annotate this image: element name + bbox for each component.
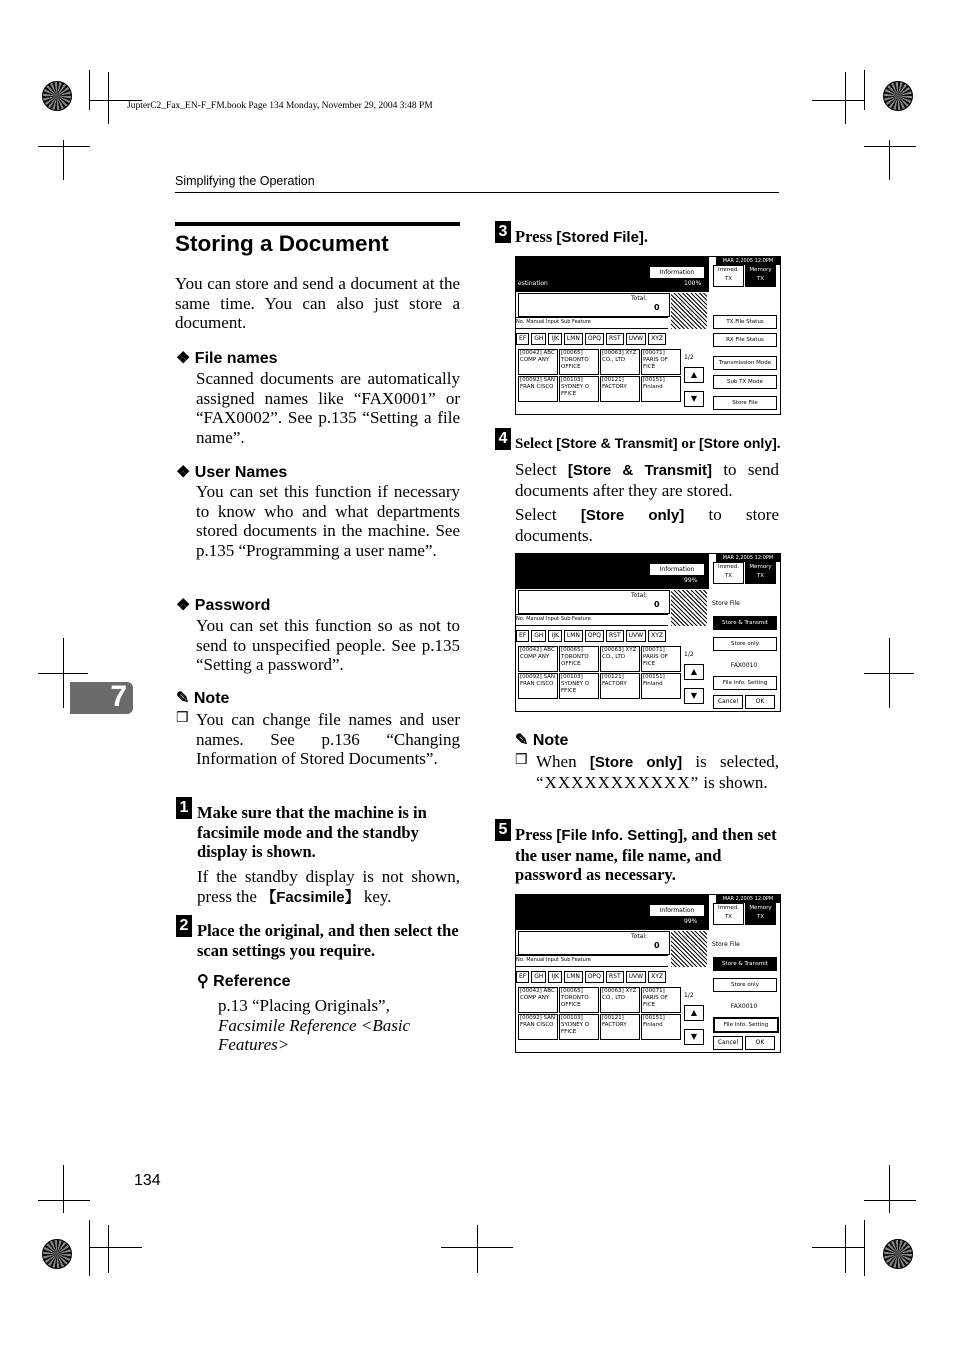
file-info-setting-key: [File Info. Setting]	[556, 827, 684, 844]
chapter-tab	[70, 682, 133, 714]
store-transmit-button[interactable]: Store & Transmit	[713, 616, 777, 630]
crop-mark	[108, 1225, 109, 1273]
destination-cell[interactable]: [00071] PARIS OF FICE	[641, 987, 681, 1013]
step-text: Press	[515, 227, 553, 246]
registration-mark-top-right	[883, 81, 913, 111]
tab-uvw[interactable]: UVW	[626, 333, 646, 345]
total-label: Total:	[631, 295, 648, 302]
crop-mark	[845, 1225, 846, 1273]
destination-cell[interactable]: [00103] SYDNEY O FFICE	[559, 1014, 599, 1040]
tab-rst[interactable]: RST	[606, 971, 624, 983]
step-number: 2	[176, 915, 192, 937]
keypad-area	[671, 293, 707, 329]
destination-grid	[518, 987, 681, 1040]
fax-panel-screenshot-2	[515, 553, 781, 712]
store-file-label: Store File	[712, 941, 740, 948]
manual-input-button[interactable]: Manual Input	[526, 957, 559, 963]
total-label: Total:	[631, 933, 648, 940]
step-text: Select	[515, 460, 557, 479]
destination-box	[518, 293, 670, 317]
pencil-icon: ✎	[515, 732, 529, 749]
destination-cell[interactable]: [00092] SAN FRAN CISCO	[518, 376, 558, 402]
crop-mark	[845, 72, 846, 124]
ok-button[interactable]: OK	[745, 695, 775, 709]
section-heading: Password	[194, 597, 271, 614]
registration-mark-top-left	[42, 81, 72, 111]
tx-file-status-button[interactable]: TX File Status	[713, 315, 777, 329]
crop-mark	[864, 70, 865, 110]
tab-lmn[interactable]: LMN	[564, 630, 583, 642]
destination-cell[interactable]: [00071] PARIS OF FICE	[641, 646, 681, 672]
destination-cell[interactable]: [00121] FACTORY	[600, 1014, 640, 1040]
placeholder-filename: “XXXXXXXXXXX”	[536, 772, 700, 792]
destination-cell[interactable]: [00042] ABC COMP ANY	[518, 349, 558, 375]
destination-cell[interactable]: [00065] TORONTO OFFICE	[559, 646, 599, 672]
store-file-label: Store File	[712, 600, 740, 607]
store-only-button[interactable]: Store only	[713, 978, 777, 992]
step-body-text: key.	[363, 886, 392, 906]
step-title	[515, 434, 785, 455]
step-number: 5	[495, 819, 511, 841]
file-name: FAX0010	[730, 662, 758, 669]
immed-tx-button[interactable]: Immed. TX	[713, 265, 744, 287]
store-only-key: [Store only]	[589, 754, 683, 771]
section-file-names	[176, 348, 278, 368]
chapter-number: 7	[110, 680, 127, 713]
note-text-part: is selected,	[695, 752, 779, 771]
crop-mark	[90, 1247, 142, 1248]
tab-gh[interactable]: GH	[531, 333, 546, 345]
scroll-up-button[interactable]: ▲	[684, 664, 704, 680]
store-only-button[interactable]: Store only	[713, 637, 777, 651]
destination-cell[interactable]: [00151] Finland	[641, 1014, 681, 1040]
section-heading: File names	[194, 350, 278, 367]
step-text: , and then set the user name, file name, and password as necessary.	[515, 825, 777, 885]
crop-mark	[38, 146, 90, 147]
note-text-part: When	[536, 752, 577, 771]
tab-xyz[interactable]: XYZ	[648, 333, 666, 345]
information-button[interactable]: Information	[649, 904, 705, 917]
page-indicator: 1/2	[684, 992, 694, 999]
tab-opq[interactable]: OPQ	[585, 971, 604, 983]
store-transmit-key: [Store & Transmit]	[556, 435, 678, 451]
destination-box	[518, 590, 670, 614]
note-heading	[176, 688, 229, 708]
step-body	[515, 460, 779, 500]
note-text	[536, 752, 779, 792]
step-text: to store documents.	[515, 505, 780, 545]
step-text: Select	[515, 505, 557, 524]
crop-mark	[38, 673, 88, 674]
section-password	[176, 595, 270, 615]
destination-cell[interactable]: [00065] TORONTO OFFICE	[559, 349, 599, 375]
store-transmit-button[interactable]: Store & Transmit	[713, 957, 777, 971]
scroll-down-button[interactable]: ▼	[684, 688, 704, 704]
address-tabs	[516, 630, 666, 642]
running-header: Simplifying the Operation	[175, 174, 315, 188]
total-value: 0	[654, 303, 660, 312]
fax-panel-screenshot-3	[515, 894, 781, 1053]
step-body	[197, 867, 460, 907]
information-button[interactable]: Information	[649, 266, 705, 279]
destination-cell[interactable]: [00121] FACTORY	[600, 673, 640, 699]
scroll-up-button[interactable]: ▲	[684, 1005, 704, 1021]
destination-cell[interactable]: [00071] PARIS OF FICE	[641, 349, 681, 375]
crop-mark	[864, 673, 914, 674]
tab-ijk[interactable]: IJK	[548, 971, 561, 983]
crop-mark	[864, 146, 916, 147]
memory-tx-button[interactable]: Memory TX	[745, 903, 776, 925]
crop-mark	[864, 1200, 916, 1201]
store-only-key: [Store only]	[580, 507, 685, 524]
tab-ef[interactable]: EF	[516, 333, 529, 345]
row-no: No.	[516, 957, 525, 963]
crop-mark	[38, 1200, 90, 1201]
reference-link[interactable]: p.13 “Placing Originals”,	[218, 996, 390, 1015]
panel-clock: MAR 2,2005 12:0PM	[716, 554, 780, 562]
magnifier-icon: ⚲	[197, 973, 209, 990]
punct: .	[643, 227, 649, 246]
step-number: 1	[176, 797, 192, 819]
memory-tx-button[interactable]: Memory TX	[745, 265, 776, 287]
diamond-bullet-icon: ❖	[176, 464, 191, 481]
registration-mark-bottom-left	[42, 1239, 72, 1269]
ok-button[interactable]: OK	[745, 1036, 775, 1050]
cancel-button[interactable]: Cancel	[713, 695, 743, 709]
section-text: Scanned documents are automatically assigned names like “FAX0001” or “FAX0002”. See p.135 “Setting a file name”.	[196, 369, 460, 447]
reference-label: Reference	[213, 973, 291, 990]
tab-ef[interactable]: EF	[516, 971, 529, 983]
file-info-setting-button[interactable]: File Info. Setting	[713, 676, 777, 690]
stored-file-button[interactable]: Store File	[713, 396, 777, 410]
title-rule	[175, 222, 460, 226]
sub-feature-button[interactable]: Sub Feature	[560, 616, 591, 622]
step-title: Place the original, and then select the scan settings you require.	[197, 921, 459, 960]
registration-mark-bottom-right	[883, 1239, 913, 1269]
tab-uvw[interactable]: UVW	[626, 971, 646, 983]
page-number: 134	[134, 1172, 161, 1189]
panel-right-column	[709, 903, 780, 1052]
panel-clock: MAR 2,2005 12:0PM	[716, 895, 780, 903]
input-row	[516, 317, 668, 329]
immed-tx-button[interactable]: Immed. TX	[713, 903, 744, 925]
checkbox-icon: ❒	[176, 711, 189, 726]
keypad-area	[671, 590, 707, 626]
stored-file-key: [Stored File]	[556, 229, 644, 246]
note-label: Note	[532, 732, 569, 749]
section-text: You can set this function so as not to send to unspecified people. See p.135 “Setting a password”.	[196, 616, 460, 675]
crop-mark	[864, 1220, 865, 1276]
panel-clock: MAR 2,2005 12:0PM	[716, 257, 780, 265]
step-text: to send documents after they are stored.	[515, 460, 780, 500]
diamond-bullet-icon: ❖	[176, 597, 191, 614]
note-text: You can change file names and user names. See p.136 “Changing Information of Stored Documents”.	[196, 710, 460, 769]
destination-cell[interactable]: [00151] Finland	[641, 376, 681, 402]
destination-cell[interactable]: [00065] TORONTO OFFICE	[559, 987, 599, 1013]
step-text: Select	[515, 436, 553, 452]
intro-paragraph: You can store and send a document at the same time. You can also just store a document.	[175, 274, 460, 333]
step-number: 4	[495, 428, 511, 450]
step-text: Press	[515, 825, 553, 844]
sub-tx-mode-button[interactable]: Sub TX Mode	[713, 375, 777, 389]
immed-tx-button[interactable]: Immed. TX	[713, 562, 744, 584]
destination-cell[interactable]: [00063] XYZ CO., LTD	[600, 349, 640, 375]
page-title: Storing a Document	[175, 231, 389, 256]
row-no: No.	[516, 616, 525, 622]
reference-book: Facsimile Reference <Basic Features>	[218, 1015, 411, 1055]
input-row	[516, 955, 668, 967]
total-label: Total:	[631, 592, 648, 599]
reference-text	[218, 996, 460, 1055]
tab-opq[interactable]: OPQ	[585, 630, 604, 642]
scroll-down-button[interactable]: ▼	[684, 391, 704, 407]
note-label: Note	[193, 690, 230, 707]
page-indicator: 1/2	[684, 651, 694, 658]
destination-grid	[518, 646, 681, 699]
destination-box	[518, 931, 670, 955]
tab-ef[interactable]: EF	[516, 630, 529, 642]
file-name: FAX0010	[730, 1003, 758, 1010]
destination-cell[interactable]: [00063] XYZ CO., LTD	[600, 987, 640, 1013]
note-heading	[515, 730, 568, 750]
fax-panel-screenshot-1	[515, 256, 781, 415]
checkbox-icon: ❒	[515, 753, 528, 768]
total-value: 0	[654, 600, 660, 609]
step-number: 3	[495, 221, 511, 243]
crop-mark	[108, 72, 109, 124]
address-tabs	[516, 971, 666, 983]
section-user-names	[176, 462, 287, 482]
tab-ijk[interactable]: IJK	[548, 630, 561, 642]
sub-feature-button[interactable]: Sub Feature	[560, 319, 591, 325]
transmission-mode-button[interactable]: Transmission Mode	[713, 356, 777, 370]
memory-percent: 100%	[684, 280, 702, 287]
address-tabs	[516, 333, 666, 345]
scroll-down-button[interactable]: ▼	[684, 1029, 704, 1045]
manual-input-button[interactable]: Manual Input	[526, 616, 559, 622]
tab-opq[interactable]: OPQ	[585, 333, 604, 345]
tab-uvw[interactable]: UVW	[626, 630, 646, 642]
destination-cell[interactable]: [00103] SYDNEY O FFICE	[559, 376, 599, 402]
sub-feature-button[interactable]: Sub Feature	[560, 957, 591, 963]
crop-mark	[477, 1225, 478, 1273]
destination-label: estination	[518, 280, 548, 287]
tab-lmn[interactable]: LMN	[564, 333, 583, 345]
store-only-key: [Store only]	[698, 435, 777, 451]
tab-gh[interactable]: GH	[531, 630, 546, 642]
input-row	[516, 614, 668, 626]
header-rule	[175, 192, 779, 193]
destination-cell[interactable]: [00121] FACTORY	[600, 376, 640, 402]
step-body	[515, 505, 779, 545]
rx-file-status-button[interactable]: RX File Status	[713, 333, 777, 347]
memory-percent: 99%	[684, 577, 698, 584]
destination-grid	[518, 349, 681, 402]
information-button[interactable]: Information	[649, 563, 705, 576]
destination-cell[interactable]: [00092] SAN FRAN CISCO	[518, 673, 558, 699]
reference-heading	[197, 971, 291, 991]
scroll-up-button[interactable]: ▲	[684, 367, 704, 383]
step-title: Make sure that the machine is in facsimile mode and the standby display is shown.	[197, 803, 427, 862]
crop-mark	[89, 70, 90, 110]
book-info: JupterC2_Fax_EN-F_FM.book Page 134 Monday, November 29, 2004 3:48 PM	[127, 101, 433, 111]
panel-right-column	[709, 562, 780, 711]
note-text-part: is shown.	[703, 772, 768, 792]
cancel-button[interactable]: Cancel	[713, 1036, 743, 1050]
tab-ijk[interactable]: IJK	[548, 333, 561, 345]
crop-mark	[441, 1247, 513, 1248]
punct: .	[776, 436, 781, 452]
section-text: You can set this function if necessary to know who and what departments stored documents in the machine. See p.135 “Programming a user name”.	[196, 482, 460, 560]
step-title	[515, 227, 779, 248]
step-title	[515, 825, 779, 885]
keypad-area	[671, 931, 707, 967]
destination-cell[interactable]: [00063] XYZ CO., LTD	[600, 646, 640, 672]
tab-gh[interactable]: GH	[531, 971, 546, 983]
tab-lmn[interactable]: LMN	[564, 971, 583, 983]
section-heading: User Names	[194, 464, 288, 481]
crop-mark	[812, 1247, 864, 1248]
crop-mark	[812, 100, 864, 101]
tab-rst[interactable]: RST	[606, 630, 624, 642]
row-no: No.	[516, 319, 525, 325]
destination-cell[interactable]: [00151] Finland	[641, 673, 681, 699]
step-body-text: If the standby display is not shown, press the	[197, 867, 460, 906]
facsimile-key: 【Facsimile】	[261, 888, 360, 906]
destination-cell[interactable]: [00042] ABC COMP ANY	[518, 646, 558, 672]
total-value: 0	[654, 941, 660, 950]
manual-input-button[interactable]: Manual Input	[526, 319, 559, 325]
panel-right-column	[709, 265, 780, 414]
destination-cell[interactable]: [00092] SAN FRAN CISCO	[518, 1014, 558, 1040]
pencil-icon: ✎	[176, 690, 190, 707]
memory-tx-button[interactable]: Memory TX	[745, 562, 776, 584]
tab-xyz[interactable]: XYZ	[648, 971, 666, 983]
file-info-setting-button[interactable]: File Info. Setting	[713, 1017, 779, 1033]
tab-xyz[interactable]: XYZ	[648, 630, 666, 642]
store-transmit-key: [Store & Transmit]	[567, 462, 712, 479]
memory-percent: 99%	[684, 918, 698, 925]
crop-mark	[89, 1220, 90, 1276]
page-indicator: 1/2	[684, 354, 694, 361]
step-text: or	[681, 436, 696, 452]
crop-mark	[889, 1165, 890, 1213]
destination-cell[interactable]: [00103] SYDNEY O FFICE	[559, 673, 599, 699]
crop-mark	[63, 1165, 64, 1213]
tab-rst[interactable]: RST	[606, 333, 624, 345]
destination-cell[interactable]: [00042] ABC COMP ANY	[518, 987, 558, 1013]
diamond-bullet-icon: ❖	[176, 350, 191, 367]
